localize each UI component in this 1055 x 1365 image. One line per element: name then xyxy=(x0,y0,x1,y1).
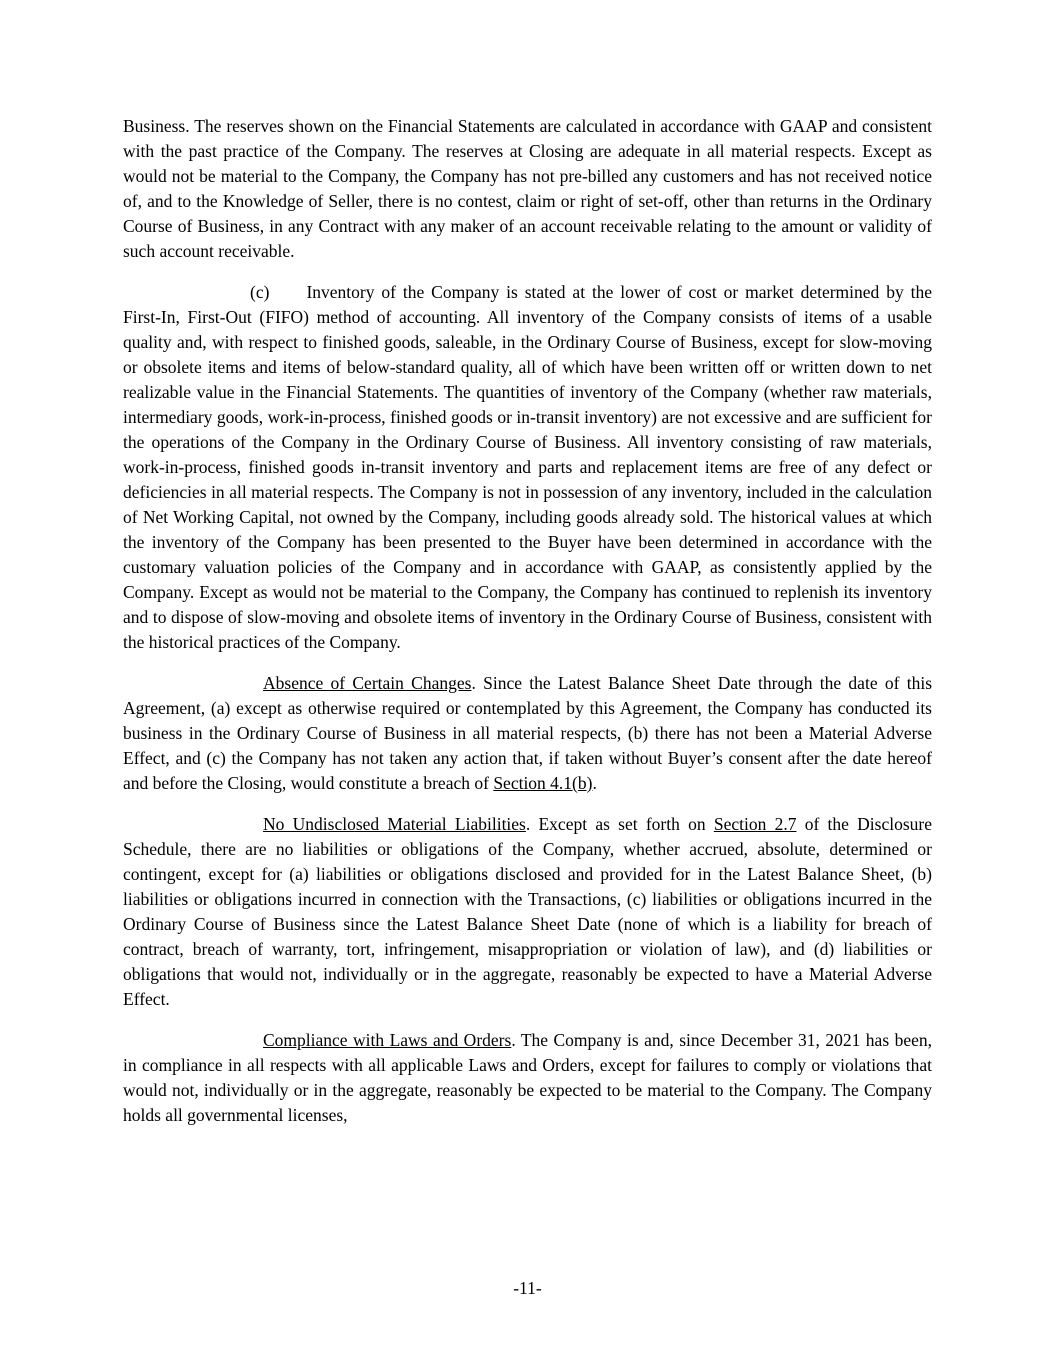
text-run: Inventory of the Company is stated at the lower of cost or market determined by the First-In, First-Out (FIFO) method of accounting. All inventory of the Company consists of items of a usable quality and, with respect to finished goods, saleable, in the Ordinary Course of Business, except for slow-moving or obsolete items and items of below-standard quality, all of which have been written off or written down to net realizable value in the Financial Statements. The quantities of inventory of the Company (whether raw materials, intermediary goods, work-in-process, finished goods or in-transit inventory) are not excessive and are sufficient for the operations of the Company in the Ordinary Course of Business. All inventory consisting of raw materials, work-in-process, finished goods in-transit inventory and parts and replacement items are free of any defect or deficiencies in all material respects. The Company is not in possession of any inventory, included in the calculation of Net Working Capital, not owned by the Company, including goods already sold. The historical values at which the inventory of the Company has been presented to the Buyer have been determined in accordance with the customary valuation policies of the Company and in accordance with GAAP, as consistently applied by the Company. Except as would not be material to the Company, the Company has continued to replenish its inventory and to dispose of slow-moving and obsolete items of inventory in the Ordinary Course of Business, consistent with the historical practices of the Company. xyxy=(123,282,932,652)
text-run: . The Company is and, since December 31, 2021 has been, in compliance in all respects with all applicable Laws and Orders, except for failures to comply or violations that would not, individually or in the aggregate, reasonably be expected to be material to the Company. The Company holds all governmental licenses, xyxy=(123,1030,932,1125)
page-number: -11- xyxy=(513,1278,542,1298)
text-run: . Since the Latest Balance Sheet Date through the date of this Agreement, (a) except as otherwise required or contemplated by this Agreement, the Company has conducted its business in the Ordinary Course of Business in all material respects, (b) there has not been a Material Adverse Effect, and (c) the Company has not taken any action that, if taken without Buyer’s consent after the date hereof and before the Closing, would constitute a breach of xyxy=(123,673,932,793)
text-run: . xyxy=(592,773,597,793)
underlined-text-run: Section 4.1(b) xyxy=(493,773,593,793)
paragraph xyxy=(123,671,932,796)
underlined-text-run: Section 2.7 xyxy=(713,814,797,834)
paragraph xyxy=(123,114,932,264)
underlined-text-run: Compliance with Laws and Orders xyxy=(263,1030,512,1050)
underlined-text-run: Absence of Certain Changes xyxy=(263,673,472,693)
text-run: of the Disclosure Schedule, there are no liabilities or obligations of the Company, whether accrued, absolute, determined or contingent, except for (a) liabilities or obligations disclosed and provided for in the Latest Balance Sheet, (b) liabilities or obligations incurred in connection with the Transactions, (c) liabilities or obligations incurred in the Ordinary Course of Business since the Latest Balance Sheet Date (none of which is a liability for breach of contract, breach of warranty, tort, infringement, misappropriation or violation of law), and (d) liabilities or obligations that would not, individually or in the aggregate, reasonably be expected to have a Material Adverse Effect. xyxy=(123,814,933,1009)
paragraph xyxy=(123,280,932,655)
text-run: (c) xyxy=(250,282,270,302)
underlined-text-run: No Undisclosed Material Liabilities xyxy=(263,814,526,834)
paragraph xyxy=(123,1028,932,1128)
text-run: . Except as set forth on xyxy=(525,814,714,834)
paragraph xyxy=(123,812,932,1012)
text-run: Business. The reserves shown on the Financial Statements are calculated in accordance with GAAP and consistent with the past practice of the Company. The reserves at Closing are adequate in all material respects. Except as would not be material to the Company, the Company has not pre-billed any customers and has not received notice of, and to the Knowledge of Seller, there is no contest, claim or right of set-off, other than returns in the Ordinary Course of Business, in any Contract with any maker of an account receivable relating to the amount or validity of such account receivable. xyxy=(123,116,932,261)
document-body xyxy=(123,114,932,1128)
